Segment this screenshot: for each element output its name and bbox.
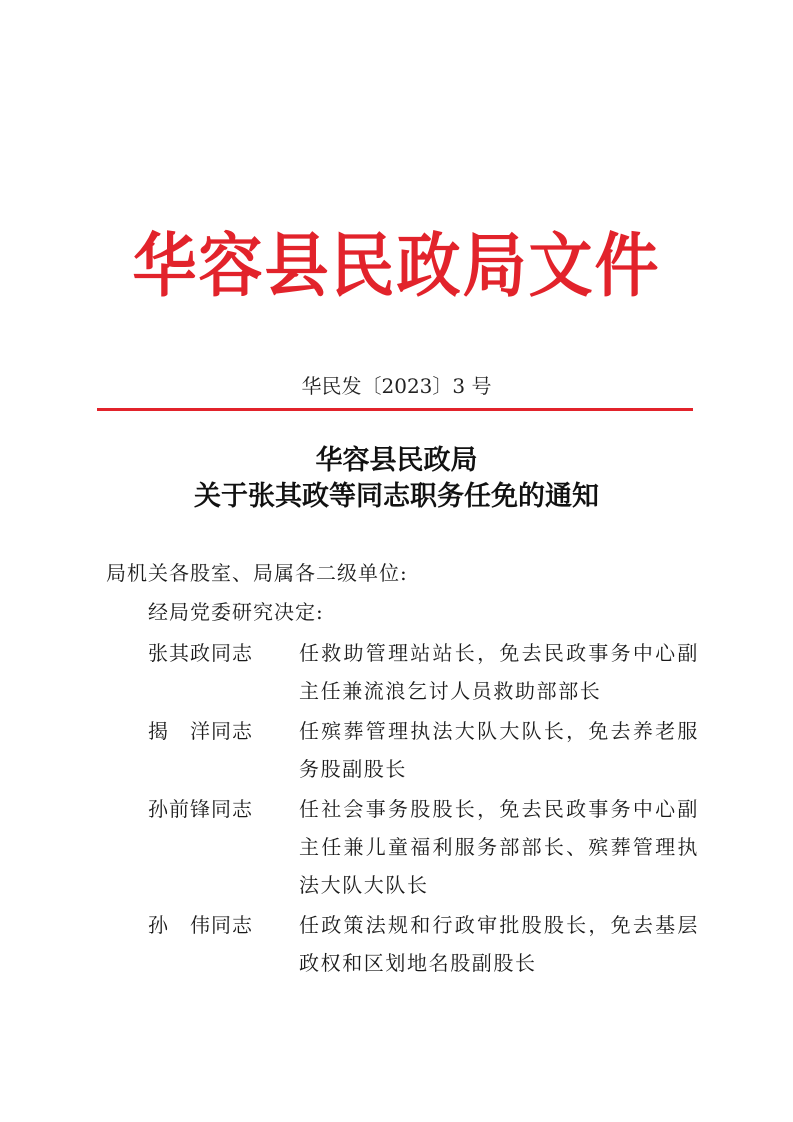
appointee-name: 揭 洋同志 bbox=[148, 719, 253, 743]
notice-title-issuer: 华容县民政局 bbox=[315, 445, 478, 476]
header-red-rule bbox=[97, 408, 693, 411]
notice-title-subject: 关于张其政等同志职务任免的通知 bbox=[194, 481, 599, 512]
appointment-duty: 任殡葬管理执法大队大队长，免去养老服务股副股长 bbox=[299, 719, 699, 781]
appointee-name: 孙 伟同志 bbox=[148, 913, 253, 937]
decision-line: 经局党委研究决定: bbox=[148, 600, 324, 624]
addressee-line: 局机关各股室、局属各二级单位: bbox=[106, 561, 408, 585]
appointee-name: 孙前锋同志 bbox=[148, 797, 253, 821]
appointment-duty: 任救助管理站站长，免去民政事务中心副主任兼流浪乞讨人员救助部部长 bbox=[299, 641, 699, 703]
appointment-duty: 任政策法规和行政审批股股长，免去基层政权和区划地名股副股长 bbox=[299, 913, 699, 975]
document-header-title: 华容县民政局文件 bbox=[132, 226, 661, 307]
document-number: 华民发〔2023〕3 号 bbox=[301, 374, 492, 398]
appointee-name: 张其政同志 bbox=[148, 641, 253, 665]
appointment-duty: 任社会事务股股长，免去民政事务中心副主任兼儿童福利服务部部长、殡葬管理执法大队大队长 bbox=[299, 797, 699, 897]
